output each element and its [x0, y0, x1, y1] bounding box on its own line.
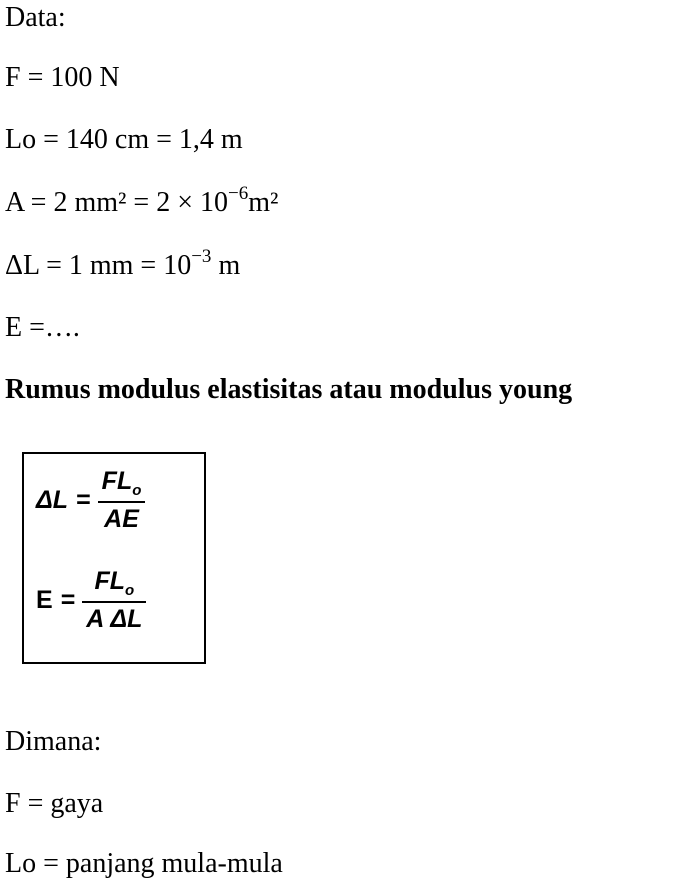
formula-2-denominator: A ΔL: [86, 605, 143, 633]
area-prefix: A = 2 mm² = 2 × 10: [5, 187, 229, 218]
length-value: Lo = 140 cm = 1,4 m: [5, 124, 243, 155]
data-heading: Data:: [5, 2, 66, 33]
delta-length-value: [5, 245, 241, 283]
definition-force: F = gaya: [5, 788, 104, 819]
area-unit: m²: [248, 187, 279, 218]
area-value: [5, 182, 279, 220]
formula-2-lhs: E: [36, 585, 53, 614]
delta-prefix: ΔL = 1 mm = 10: [5, 250, 192, 281]
formula-2-numerator: $FL_o$: [94, 567, 135, 599]
delta-exponent: −3: [191, 245, 212, 267]
formula-2-fraction: [82, 566, 146, 634]
formula-1-denominator: AE: [104, 505, 139, 533]
fraction-bar: [98, 501, 146, 503]
formula-1-fraction: [98, 466, 146, 534]
fraction-bar: [82, 601, 146, 603]
formula-heading: Rumus modulus elastisitas atau modulus young: [5, 374, 573, 405]
delta-unit: m: [211, 250, 241, 281]
formula-2-equals: =: [60, 585, 76, 614]
area-exponent: −6: [228, 182, 249, 204]
force-value: F = 100 N: [5, 62, 120, 93]
definitions-heading: Dimana:: [5, 726, 102, 757]
formula-modulus: [36, 566, 146, 634]
formula-1-numerator: $FL_o$: [101, 467, 142, 499]
formula-delta-l: [36, 466, 145, 534]
formula-1-equals: =: [76, 485, 91, 514]
unknown-value: E =….: [5, 312, 80, 343]
formula-box: [22, 452, 206, 664]
formula-1-lhs: ΔL: [36, 485, 69, 514]
definition-length: Lo = panjang mula-mula: [5, 848, 283, 879]
